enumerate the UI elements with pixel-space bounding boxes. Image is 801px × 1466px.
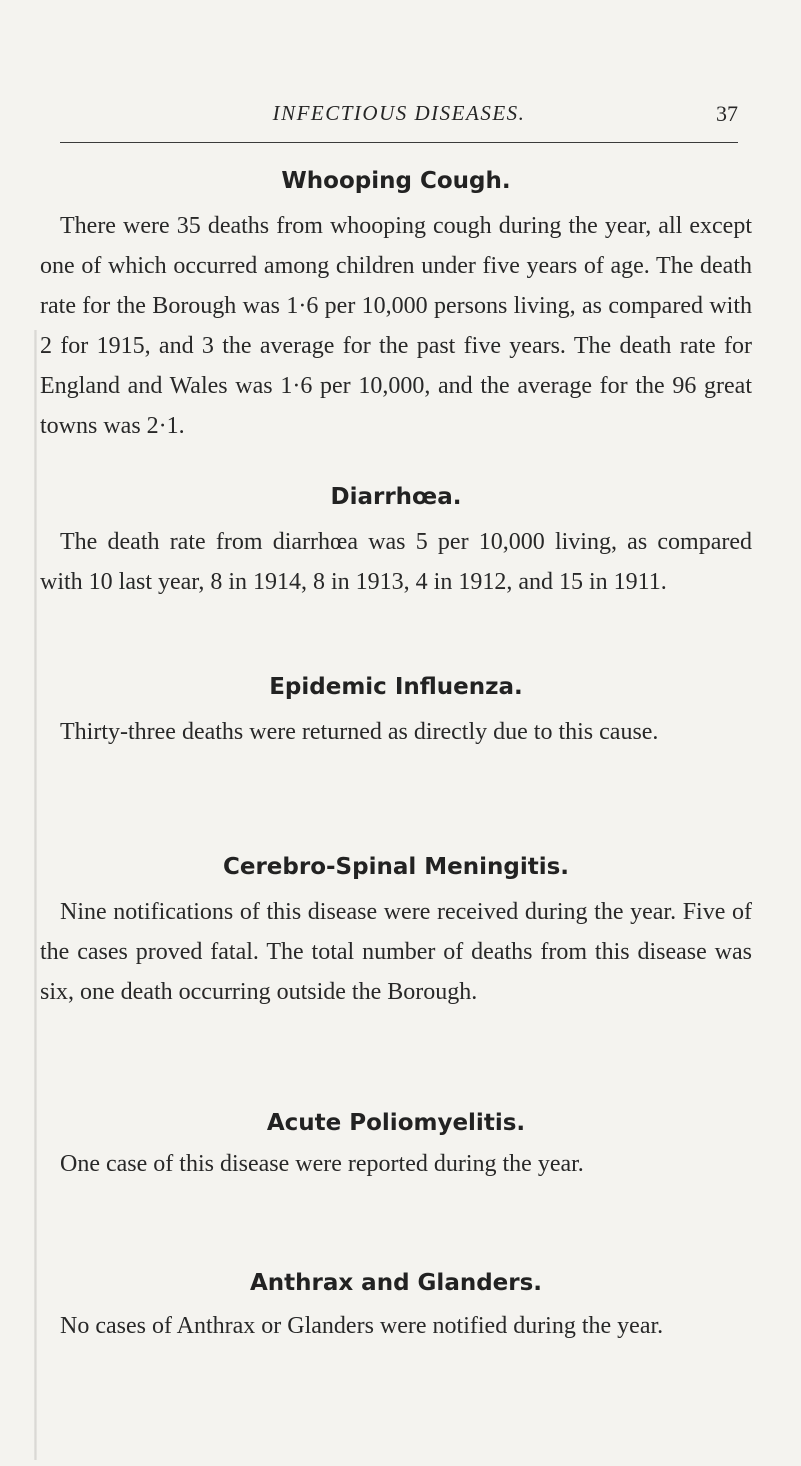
section-body: One case of this disease were reported during the year. bbox=[60, 1151, 584, 1177]
page-number: 37 bbox=[716, 101, 738, 126]
section-heading: Whooping Cough. bbox=[281, 168, 511, 194]
binding-edge-shadow bbox=[34, 330, 37, 1460]
section-body: Nine notifications of this disease were received during the year. Five of the cases proved fatal. The total number of deaths from this disease was six, one death occurring outside the Borough. bbox=[40, 899, 752, 1005]
section-body: Thirty-three deaths were returned as directly due to this cause. bbox=[60, 719, 659, 745]
running-title: INFECTIOUS DISEASES. bbox=[272, 101, 526, 125]
section-anthrax-and-glanders bbox=[40, 1268, 752, 1346]
section-epidemic-influenza bbox=[40, 672, 752, 752]
section-heading: Epidemic Influenza. bbox=[269, 674, 523, 700]
section-body: There were 35 deaths from whooping cough during the year, all except one of which occurred among children under five years of age. The death rate for the Borough was 1·6 per 10,000 persons living, as compared with 2 for 1915, and 3 the average for the past five years. The death rate for England and Wales was 1·6 per 10,000, and the average for the 96 great towns was 2·1. bbox=[40, 213, 752, 439]
section-body: No cases of Anthrax or Glanders were notified during the year. bbox=[60, 1313, 664, 1339]
section-whooping-cough bbox=[40, 166, 752, 446]
section-cerebro-spinal-meningitis bbox=[40, 852, 752, 1012]
section-body: The death rate from diarrhœa was 5 per 10,000 living, as compared with 10 last year, 8 in 1914, 8 in 1913, 4 in 1912, and 15 in 1911. bbox=[40, 529, 752, 595]
section-heading: Cerebro-Spinal Meningitis. bbox=[222, 854, 570, 880]
section-heading: Diarrhœa. bbox=[330, 484, 462, 510]
section-diarrhoea bbox=[40, 482, 752, 602]
section-heading: Anthrax and Glanders. bbox=[249, 1270, 543, 1296]
running-head bbox=[60, 101, 738, 151]
section-heading: Acute Poliomyelitis. bbox=[266, 1110, 526, 1136]
section-acute-poliomyelitis bbox=[40, 1108, 752, 1184]
header-rule bbox=[60, 142, 738, 143]
